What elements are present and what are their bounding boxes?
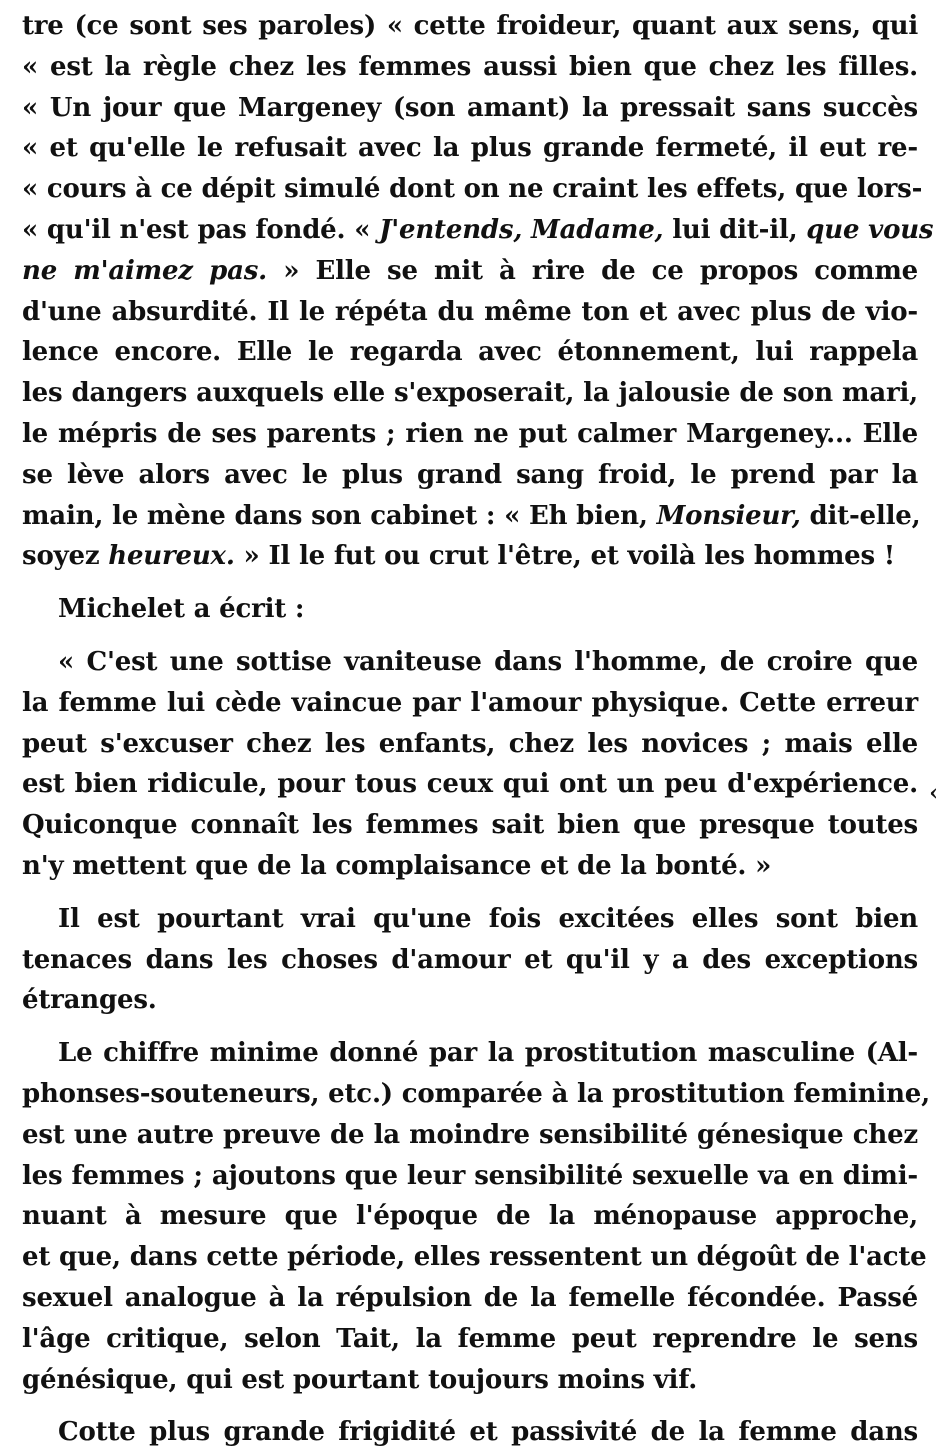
text-line [22, 980, 918, 1021]
text-line [22, 683, 918, 724]
text-line [22, 332, 918, 373]
text-line [22, 6, 918, 47]
text-line [22, 373, 918, 414]
text-line [22, 764, 918, 805]
text-run: phonses-souteneurs, etc.) comparée à la prostitution feminine, [22, 1078, 930, 1109]
text-line [22, 251, 918, 292]
text-run: main, le mène dans son cabinet : « Eh bien, [22, 500, 657, 531]
text-line [22, 292, 918, 333]
paragraph [22, 1033, 930, 1400]
text-run: Cotte plus grande frigidité et passivité de la femme dans [58, 1417, 918, 1448]
paragraph [22, 6, 934, 577]
text-run: d'une absurdité. Il le répéta du même ton et avec plus de vio- [22, 296, 918, 327]
text-run: lui dit-il, [663, 214, 807, 245]
text-line [22, 88, 918, 129]
text-run: « et qu'elle le refusait avec la plus grande fermeté, il eut re- [22, 133, 918, 164]
text-run: « cours à ce dépit simulé dont on ne craint les effets, que lors- [22, 174, 923, 205]
text-run: sexuel analogue à la répulsion de la femelle fécondée. Passé [22, 1282, 918, 1313]
text-run: « qu'il n'est pas fondé. « [22, 214, 380, 245]
italic-run: que vous [806, 214, 934, 245]
text-run: et que, dans cette période, elles ressentent un dégoût de l'acte [22, 1242, 927, 1273]
text-line [22, 1237, 927, 1278]
text-line [22, 940, 918, 981]
text-run: » Il le fut ou crut l'être, et voilà les hommes ! [234, 541, 896, 572]
text-line [22, 1115, 918, 1156]
italic-run: Monsieur, [656, 500, 801, 531]
text-run: les femmes ; ajoutons que leur sensibilité sexuelle va en dimi- [22, 1160, 918, 1191]
text-line [22, 47, 918, 88]
paragraph [22, 1412, 918, 1453]
text-run: la femme lui cède vaincue par l'amour physique. Cette erreur [22, 687, 918, 718]
text-run: se lève alors avec le plus grand sang froid, le prend par la [22, 459, 918, 490]
text-run: tenaces dans les choses d'amour et qu'il y a des exceptions [22, 944, 918, 975]
text-line [22, 589, 918, 630]
text-line [22, 1074, 930, 1115]
text-run: « Un jour que Margeney (son amant) la pressait sans succès [22, 92, 918, 123]
paragraph [22, 589, 918, 630]
page-text-body [22, 6, 934, 1453]
text-run: Quiconque connaît les femmes sait bien que presque toutes [22, 810, 918, 841]
text-run: le mépris de ses parents ; rien ne put calmer Margeney... Elle [22, 418, 918, 449]
text-line [22, 455, 918, 496]
text-line [22, 128, 918, 169]
text-line [22, 1319, 918, 1360]
quotation-paragraph [22, 642, 918, 887]
text-line [22, 169, 923, 210]
text-run: n'y mettent que de la complaisance et de la bonté. » [22, 850, 772, 881]
text-run: lence encore. Elle le regarda avec étonnement, lui rappela [22, 337, 918, 368]
text-run: Il est pourtant vrai qu'une fois excitées elles sont bien [58, 903, 918, 934]
text-run: » Elle se mit à rire de ce propos comme [267, 255, 918, 286]
text-line [22, 1196, 918, 1237]
text-run: les dangers auxquels elle s'exposerait, la jalousie de son mari, [22, 378, 918, 409]
text-line [22, 1360, 918, 1401]
text-run: Michelet a écrit : [58, 594, 305, 625]
text-line [22, 414, 918, 455]
text-run: est une autre preuve de la moindre sensibilité génesique chez [22, 1119, 918, 1150]
italic-run: ne m'aimez pas. [22, 255, 268, 286]
text-line [22, 1156, 918, 1197]
text-run: « est la règle chez les femmes aussi bien que chez les filles. [22, 51, 918, 82]
text-line [22, 496, 921, 537]
text-line [22, 1278, 918, 1319]
text-line [22, 846, 918, 887]
text-run: « C'est une sottise vaniteuse dans l'homme, de croire que [58, 646, 918, 677]
text-run: Le chiffre minime donné par la prostitution masculine (Al- [58, 1038, 918, 1069]
text-run: soyez [22, 541, 109, 572]
text-run: peut s'excuser chez les enfants, chez les novices ; mais elle [22, 728, 918, 759]
margin-mark: ‹ [929, 780, 938, 806]
text-run: tre (ce sont ses paroles) « cette froideur, quant aux sens, qui [22, 11, 918, 41]
text-line [22, 899, 918, 940]
text-line [22, 724, 918, 765]
text-line [22, 1033, 918, 1074]
text-line [22, 536, 918, 577]
text-run: nuant à mesure que l'époque de la ménopause approche, [22, 1201, 918, 1232]
paragraph [22, 899, 918, 1021]
text-run: l'âge critique, selon Tait, la femme peut reprendre le sens [22, 1323, 918, 1354]
text-run: est bien ridicule, pour tous ceux qui ont un peu d'expérience. [22, 769, 918, 800]
text-line [22, 1412, 918, 1453]
text-line [22, 805, 918, 846]
text-line [22, 210, 934, 251]
text-run: dit-elle, [800, 500, 921, 531]
text-run: génésique, qui est pourtant toujours moins vif. [22, 1364, 698, 1395]
text-run: étranges. [22, 985, 157, 1016]
italic-run: heureux. [108, 541, 235, 572]
italic-run: J'entends, Madame, [379, 214, 664, 245]
text-line [22, 642, 918, 683]
